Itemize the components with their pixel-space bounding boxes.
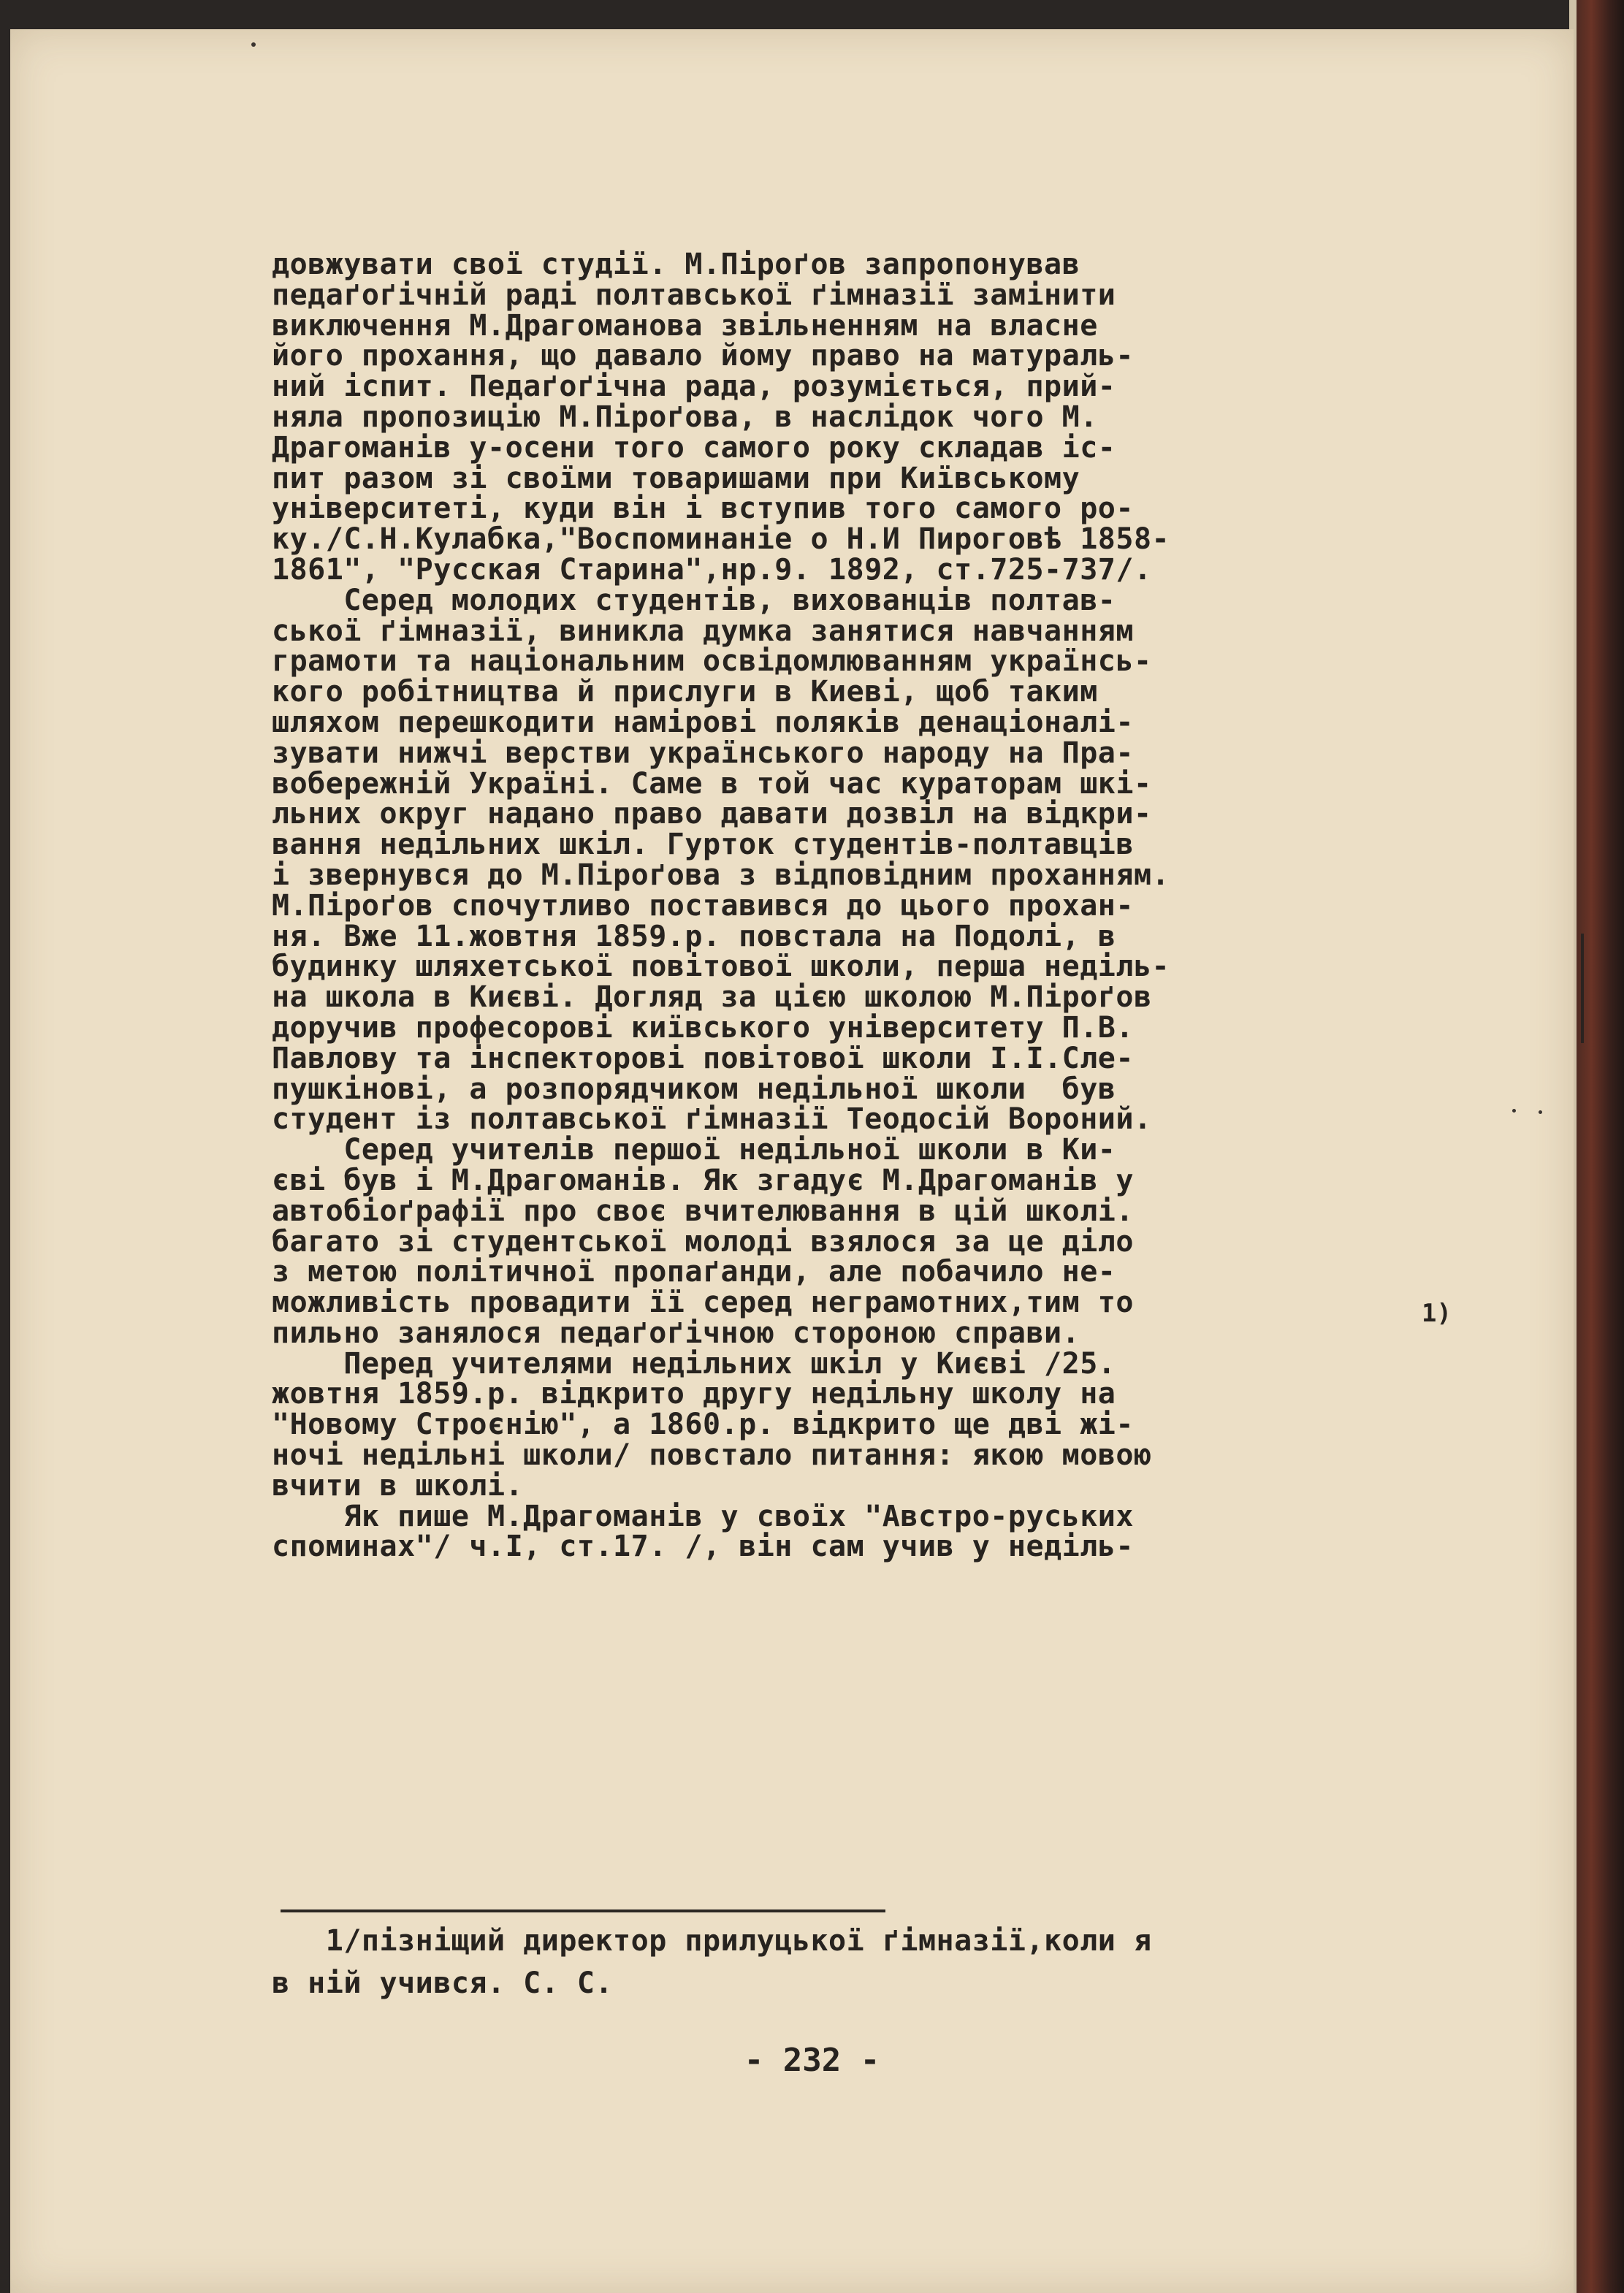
page-number: - 232 -: [744, 2042, 880, 2079]
text-line: споминах"/ ч.І, ст.17. /, він сам учив у неділь-: [272, 1530, 1134, 1564]
text-line: вобережній Україні. Саме в той час кураторам шкі-: [272, 766, 1152, 801]
text-line: багато зі студентської молоді взялося за це діло: [272, 1224, 1134, 1259]
text-line: єві був і М.Драгоманів. Як згадує М.Драгоманів у: [272, 1163, 1134, 1197]
text-line: вчити в школі.: [272, 1468, 524, 1503]
text-line: університеті, куди він і вступив того самого ро-: [272, 492, 1134, 526]
text-line: доручив професорові київського університету П.В.: [272, 1010, 1134, 1045]
text-line: ку./С.Н.Кулабка,"Воспоминаніе о Н.И Пироговѣ 1858-: [272, 522, 1170, 557]
text-line: Перед учителями недільних шкіл у Києві /25.: [272, 1346, 1116, 1381]
text-line: льних округ надано право давати дозвіл на відкри-: [272, 797, 1152, 831]
footnote-marker: 1): [1422, 1299, 1452, 1328]
text-line: зувати нижчі верстви українського народу на Пра-: [272, 736, 1134, 770]
text-line: ня. Вже 11.жовтня 1859.р. повстала на Подолі, в: [272, 919, 1116, 953]
text-line: Павлову та інспекторові повітової школи І.І.Сле-: [272, 1041, 1134, 1075]
footnote-rule: [281, 1909, 885, 1912]
text-line: на школа в Києві. Догляд за цією школою М.Піроґов: [272, 980, 1152, 1015]
text-line: жовтня 1859.р. відкрито другу недільну школу на: [272, 1377, 1116, 1411]
text-line: і звернувся до М.Піроґова з відповідним проханням.: [272, 858, 1170, 892]
text-line: шляхом перешкодити намірові поляків денаціоналі-: [272, 705, 1134, 739]
speck: [251, 42, 256, 47]
text-line: 1861", "Русская Старина",нр.9. 1892, ст.725-737/.: [272, 552, 1152, 587]
text-line: будинку шляхетської повітової школи, перша неділь-: [272, 950, 1170, 984]
text-line: Драгоманів у-осени того самого року складав іс-: [272, 430, 1116, 465]
footnote: [272, 1920, 1441, 2004]
text-line: його прохання, що давало йому право на матураль-: [272, 339, 1134, 373]
speck: [1539, 1110, 1542, 1114]
text-line: педаґоґічній раді полтавської ґімназії замінити: [272, 278, 1116, 312]
footnote-line: в ній учився. С. С.: [272, 1966, 614, 2000]
text-line: пильно занялося педаґоґічною стороною справи.: [272, 1316, 1080, 1350]
text-line: кого робітництва й прислуги в Киеві, щоб таким: [272, 675, 1098, 709]
text-line: "Новому Строєнію", а 1860.р. відкрито ще дві жі-: [272, 1408, 1134, 1442]
text-line: вання недільних шкіл. Гурток студентів-полтавців: [272, 828, 1134, 862]
text-line: ночі недільні школи/ повстало питання: якою мовою: [272, 1438, 1152, 1473]
text-line: ний іспит. Педаґоґічна рада, розуміється, прий-: [272, 370, 1116, 404]
text-line: Як пише М.Драгоманів у своїх "Австро-руських: [272, 1499, 1134, 1533]
text-line: М.Піроґов спочутливо поставився до цього прохан-: [272, 888, 1134, 923]
book-spine-edge: [1574, 0, 1624, 2293]
text-line: пит разом зі своїми товаришами при Київському: [272, 461, 1080, 495]
text-line: з метою політичної пропаґанди, але побачило не-: [272, 1255, 1116, 1289]
text-line: грамоти та національним освідомлюванням українсь-: [272, 644, 1152, 679]
text-line: довжувати свої студії. М.Піроґов запропонував: [272, 248, 1080, 281]
text-line: Серед учителів першої недільної школи в Ки-: [272, 1133, 1116, 1167]
body-text: [272, 250, 1441, 1563]
text-line: автобіоґрафії про своє вчителювання в цій школі.: [272, 1194, 1134, 1228]
text-line: ської ґімназії, виникла думка занятися навчанням: [272, 614, 1134, 648]
speck: [1512, 1109, 1516, 1113]
text-line: можливість провадити її серед неграмотних,тим то: [272, 1286, 1134, 1320]
text-line: студент із полтавської ґімназії Теодосій Вороний.: [272, 1102, 1152, 1137]
text-line: пушкінові, а розпорядчиком недільної школи був: [272, 1072, 1116, 1106]
text-line: няла пропозицію М.Піроґова, в наслідок чого М.: [272, 400, 1098, 434]
margin-mark: [1581, 934, 1584, 1043]
text-line: Серед молодих студентів, вихованців полтав-: [272, 583, 1116, 617]
footnote-line: 1/пізніщий директор прилуцької ґімназії,коли я: [272, 1924, 1152, 1958]
text-line: виключення М.Драгоманова звільненням на власне: [272, 308, 1098, 343]
